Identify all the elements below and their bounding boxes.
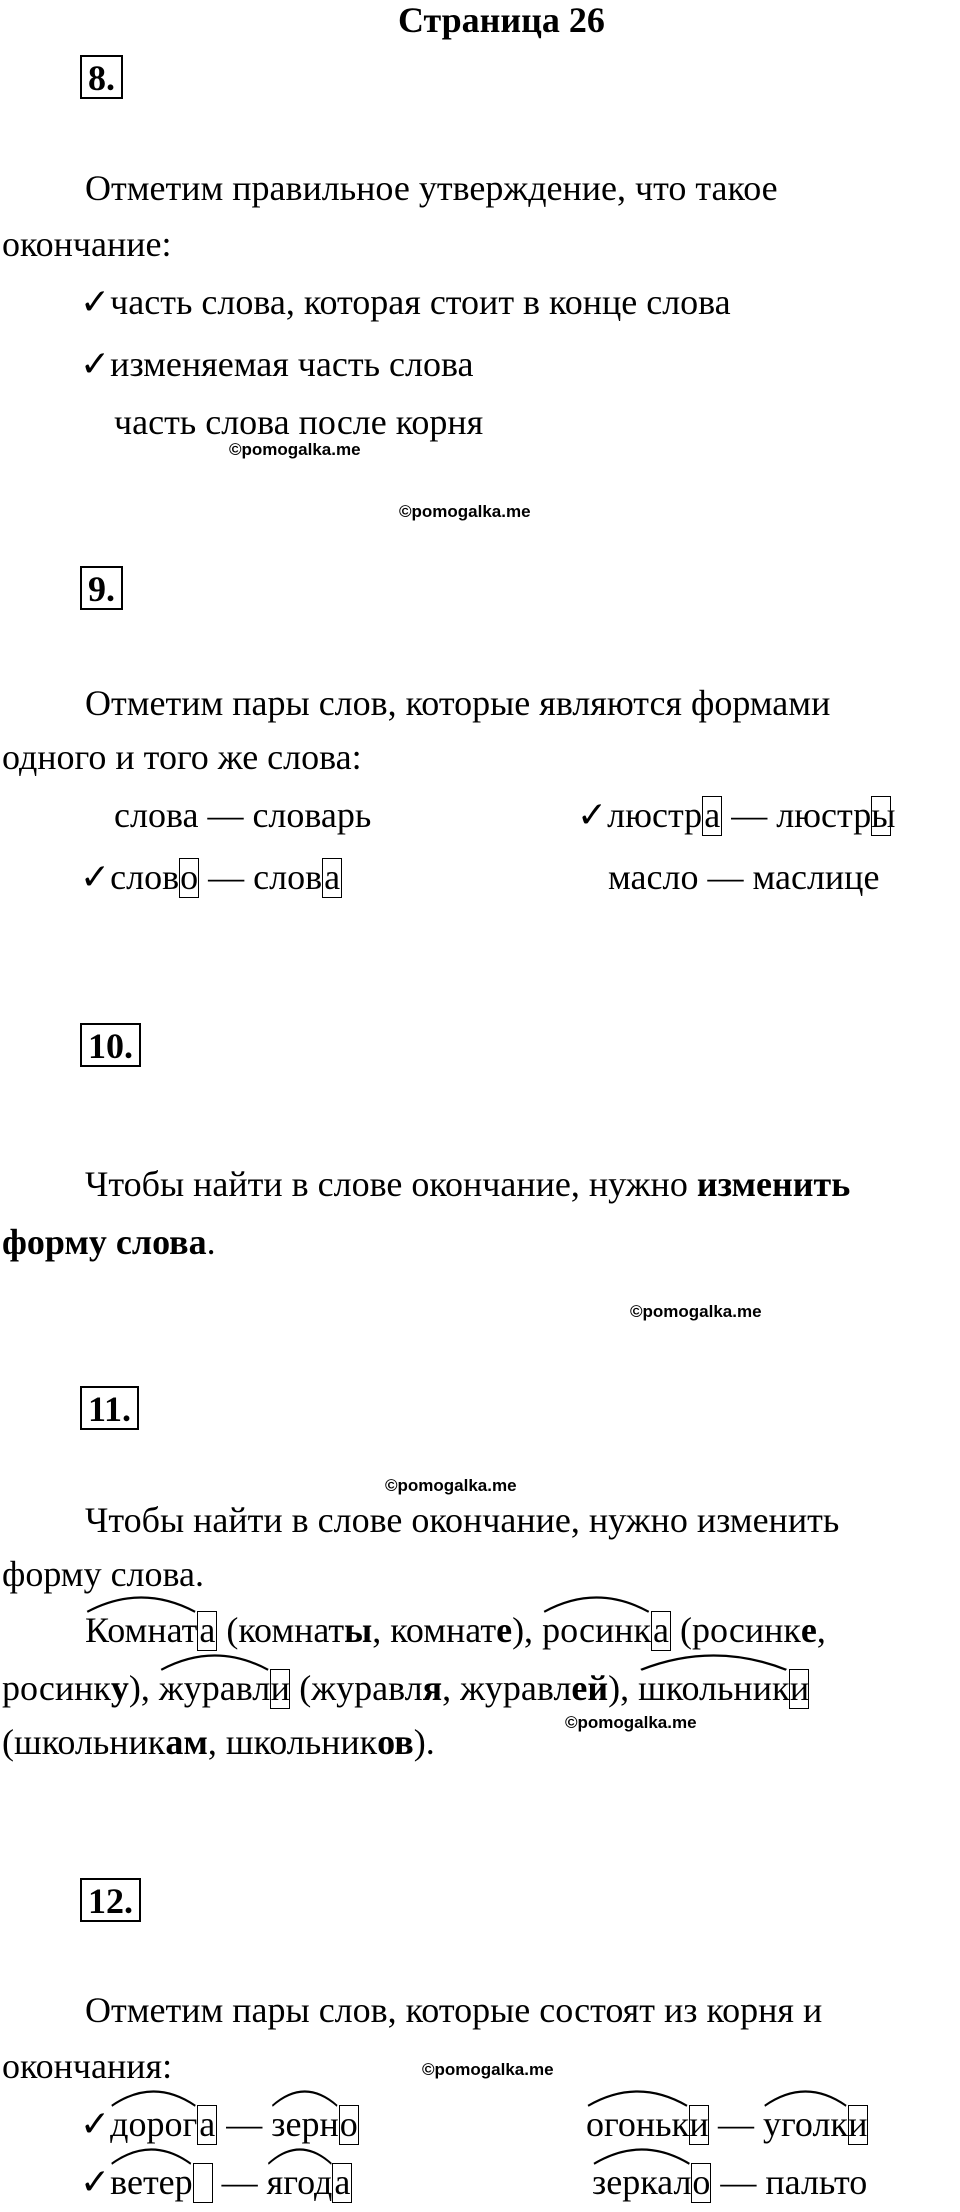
task10-text-line2: форму слова. — [2, 1222, 216, 1262]
task8-option-2: ✓изменяемая часть слова — [80, 344, 474, 384]
root-arc: огоньк — [586, 2094, 689, 2154]
watermark: ©pomogalka.me — [565, 1713, 697, 1732]
check-icon: ✓ — [80, 344, 111, 384]
root-arc: ягод — [267, 2152, 333, 2212]
check-icon: ✓ — [80, 857, 111, 897]
task9-pair-1: слова — словарь — [114, 795, 372, 835]
check-icon: ✓ — [80, 282, 111, 322]
task11-line5: (школьникам, школьников). — [2, 1722, 435, 1762]
root-arc: росинк — [542, 1600, 651, 1660]
task12-pair-3: ✓ветер — ягод а — [80, 2152, 352, 2212]
task12-pair-4: зеркал о — пальто — [592, 2152, 867, 2212]
root-arc: зерн — [271, 2094, 338, 2154]
root-arc: зеркал — [592, 2152, 691, 2212]
task8-text-line2: окончание: — [2, 224, 172, 264]
task11-text-line1: Чтобы найти в слове окончание, нужно изменить — [85, 1500, 840, 1540]
ending-box — [193, 2163, 213, 2203]
task9-pair-4: масло — маслице — [608, 857, 880, 897]
task9-pair-2: ✓люстра — люстры — [577, 795, 896, 835]
root-arc: дорог — [110, 2094, 197, 2154]
task-number-12: 12. — [80, 1878, 141, 1922]
check-icon: ✓ — [80, 2162, 111, 2202]
root-arc: ветер — [110, 2152, 192, 2212]
task9-text-line2: одного и того же слова: — [2, 737, 362, 777]
task-number-8: 8. — [80, 55, 123, 99]
task12-text-line1: Отметим пары слов, которые состоят из корня и — [85, 1990, 823, 2030]
root-arc: журавл — [159, 1658, 270, 1718]
task11-line3: Комнат а (комнаты, комнате), росинк а (росинке, — [85, 1600, 826, 1660]
task8-option-3: часть слова после корня — [114, 402, 484, 442]
task9-pair-3: ✓слово — слова — [80, 847, 342, 907]
check-icon: ✓ — [577, 795, 608, 835]
task9-text-line1: Отметим пары слов, которые являются формами — [85, 683, 831, 723]
task8-text-line1: Отметим правильное утверждение, что такое — [85, 168, 778, 208]
root-arc: Комнат — [85, 1600, 197, 1660]
page-title: Страница 26 — [398, 0, 605, 40]
watermark: ©pomogalka.me — [399, 502, 531, 521]
task11-line4: росинку), журавл и (журавля, журавлей), школьник и — [2, 1658, 809, 1718]
root-arc: школьник — [638, 1658, 789, 1718]
task-number-9: 9. — [80, 566, 123, 610]
root-arc: уголк — [763, 2094, 848, 2154]
task-number-10: 10. — [80, 1023, 141, 1067]
watermark: ©pomogalka.me — [422, 2060, 554, 2079]
task12-text-line2: окончания: — [2, 2046, 173, 2086]
task12-pair-2: огоньк и — уголк и — [586, 2094, 868, 2154]
task11-text-line2: форму слова. — [2, 1554, 205, 1594]
task12-pair-1: ✓дорог а — зерн о — [80, 2094, 359, 2154]
check-icon: ✓ — [80, 2104, 111, 2144]
watermark: ©pomogalka.me — [630, 1302, 762, 1321]
task-number-11: 11. — [80, 1386, 139, 1430]
watermark: ©pomogalka.me — [385, 1476, 517, 1495]
task10-text-line1: Чтобы найти в слове окончание, нужно изменить — [85, 1164, 851, 1204]
watermark: ©pomogalka.me — [229, 440, 361, 459]
task8-option-1: ✓часть слова, которая стоит в конце слова — [80, 282, 731, 322]
